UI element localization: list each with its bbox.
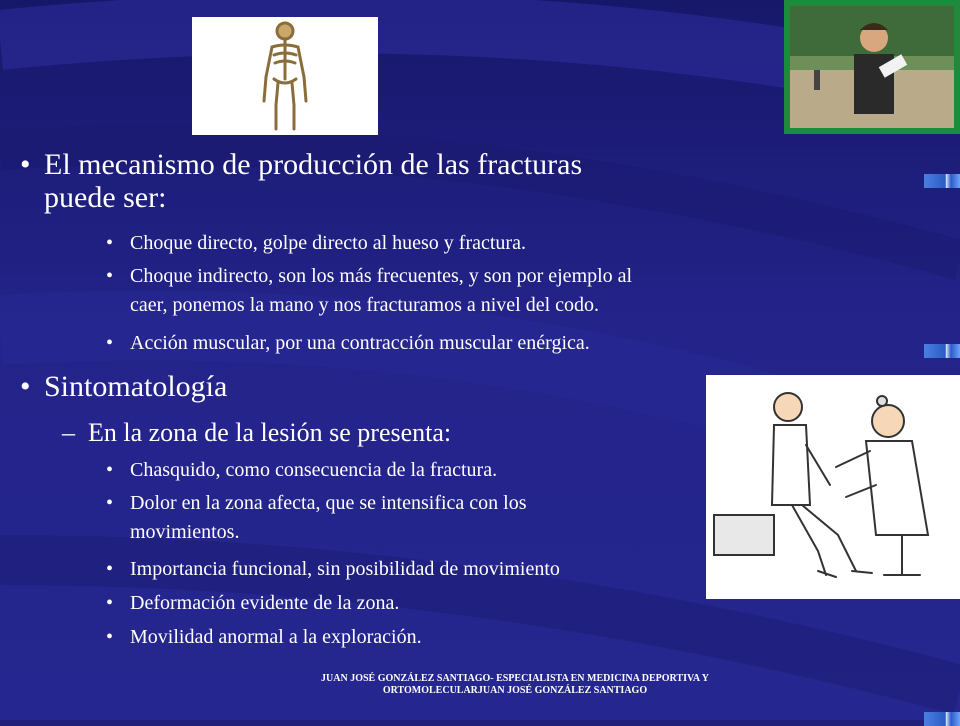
footer-line: JUAN JOSÉ GONZÁLEZ SANTIAGO- ESPECIALISTA EN MEDICINA DEPORTIVA Y: [321, 673, 709, 684]
bullet: •: [106, 265, 114, 287]
heading-line: puede ser:: [44, 181, 167, 214]
list-item-text: Chasquido, como consecuencia de la fractura.: [130, 459, 498, 481]
bullet: •: [20, 370, 31, 403]
list-item-text: movimientos.: [130, 521, 240, 543]
heading-line: Sintomatología: [44, 370, 228, 403]
list-item-text: Importancia funcional, sin posibilidad de movimiento: [130, 558, 560, 580]
bullet: •: [106, 459, 114, 481]
bullet: •: [106, 626, 114, 648]
bullet: •: [106, 592, 114, 614]
sub-item-text: En la zona de la lesión se presenta:: [88, 418, 452, 447]
list-item-text: Acción muscular, por una contracción muscular enérgica.: [130, 332, 590, 354]
footer-line: ORTOMOLECULARJUAN JOSÉ GONZÁLEZ SANTIAGO: [382, 685, 648, 696]
bullet: •: [106, 492, 114, 514]
bullet: •: [106, 332, 114, 354]
list-item-text: caer, ponemos la mano y nos fracturamos a nivel del codo.: [130, 294, 600, 316]
heading-line: El mecanismo de producción de las fracturas: [44, 148, 583, 181]
list-item-text: Choque directo, golpe directo al hueso y fractura.: [130, 232, 526, 254]
bullet: •: [20, 148, 31, 181]
list-item-text: Dolor en la zona afecta, que se intensifica con los: [130, 492, 527, 514]
slide-footer: [230, 673, 800, 697]
dash-bullet: –: [62, 418, 75, 447]
list-item-text: Movilidad anormal a la exploración.: [130, 626, 422, 648]
bullet: •: [106, 558, 114, 580]
list-item-text: Choque indirecto, son los más frecuentes, y son por ejemplo al: [130, 265, 633, 287]
list-item-text: Deformación evidente de la zona.: [130, 592, 400, 614]
bullet: •: [106, 232, 114, 254]
